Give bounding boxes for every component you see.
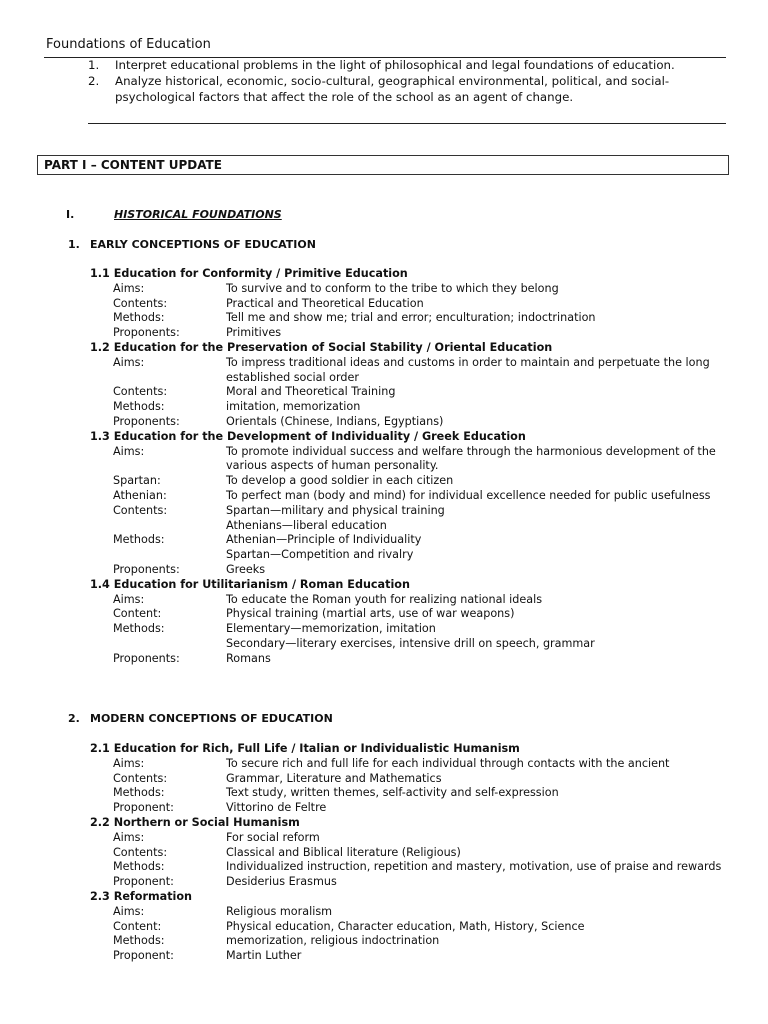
field-value: For social reform bbox=[226, 830, 320, 844]
field-value: To impress traditional ideas and customs in order to maintain and perpetuate the long established social order bbox=[226, 355, 710, 384]
objective-number: 2. bbox=[88, 74, 100, 88]
field-value: Religious moralism bbox=[226, 904, 333, 918]
field-row bbox=[90, 311, 730, 326]
field-label: Aims: bbox=[113, 830, 145, 844]
field-value: memorization, religious indoctrination bbox=[226, 934, 440, 948]
field-label: Aims: bbox=[113, 355, 145, 369]
field-row bbox=[90, 489, 730, 504]
field-label: Aims: bbox=[113, 904, 145, 918]
field-row bbox=[90, 846, 730, 861]
field-label: Methods: bbox=[113, 786, 165, 800]
field-label bbox=[90, 548, 226, 563]
field-value: To develop a good soldier in each citizen bbox=[226, 474, 454, 488]
field-row bbox=[90, 607, 730, 622]
heading-early-conceptions bbox=[68, 238, 316, 253]
subsection-title: 2.1 Education for Rich, Full Life / Italian or Individualistic Humanism bbox=[90, 742, 520, 755]
field-row bbox=[90, 757, 730, 772]
field-label: Contents: bbox=[113, 845, 168, 859]
field-value: Physical education, Character education, Math, History, Science bbox=[226, 919, 585, 933]
field-row bbox=[90, 801, 730, 816]
field-value: Vittorino de Feltre bbox=[226, 801, 327, 815]
field-value: Romans bbox=[226, 651, 271, 665]
field-value: To perfect man (body and mind) for individual excellence needed for public usefulness bbox=[226, 488, 711, 502]
field-label: Methods: bbox=[113, 860, 165, 874]
field-label: Aims: bbox=[113, 756, 145, 770]
field-label: Content: bbox=[113, 919, 162, 933]
field-row bbox=[90, 637, 730, 652]
field-row bbox=[90, 652, 730, 667]
field-value: To secure rich and full life for each individual through contacts with the ancient bbox=[226, 756, 670, 770]
field-row bbox=[90, 385, 730, 400]
field-row bbox=[90, 356, 730, 386]
part-heading: PART I – CONTENT UPDATE bbox=[44, 158, 222, 172]
subsection-title: 2.2 Northern or Social Humanism bbox=[90, 815, 300, 829]
field-row bbox=[90, 949, 730, 964]
field-value: Primitives bbox=[226, 326, 282, 340]
field-value: To survive and to conform to the tribe to which they belong bbox=[226, 281, 559, 295]
document-title: Foundations of Education bbox=[46, 37, 211, 52]
field-row bbox=[90, 548, 730, 563]
field-row bbox=[90, 905, 730, 920]
field-label: Proponents: bbox=[113, 562, 180, 576]
heading-number: 1. bbox=[68, 238, 80, 251]
field-value: imitation, memorization bbox=[226, 400, 361, 414]
field-value: Spartan—military and physical training bbox=[226, 503, 445, 517]
field-label: Contents: bbox=[113, 771, 168, 785]
field-value: Physical training (martial arts, use of war weapons) bbox=[226, 607, 515, 621]
field-value: Individualized instruction, repetition and mastery, motivation, use of praise and rewards bbox=[226, 860, 722, 874]
field-label: Proponents: bbox=[113, 326, 180, 340]
field-value: Elementary—memorization, imitation bbox=[226, 622, 436, 636]
objectives-list bbox=[88, 57, 708, 105]
field-label: Methods: bbox=[113, 934, 165, 948]
field-row bbox=[90, 593, 730, 608]
field-row bbox=[90, 563, 730, 578]
field-label: Proponents: bbox=[113, 414, 180, 428]
field-value: Secondary—literary exercises, intensive drill on speech, grammar bbox=[226, 636, 595, 650]
field-label: Methods: bbox=[113, 622, 165, 636]
field-value: Text study, written themes, self-activity and self-expression bbox=[226, 786, 559, 800]
field-value: Grammar, Literature and Mathematics bbox=[226, 771, 442, 785]
field-row bbox=[90, 831, 730, 846]
section-heading bbox=[66, 208, 282, 223]
subsection-title: 1.1 Education for Conformity / Primitive Education bbox=[90, 267, 408, 280]
field-value: Spartan—Competition and rivalry bbox=[226, 548, 414, 562]
field-value: Classical and Biblical literature (Religious) bbox=[226, 845, 461, 859]
heading-modern-conceptions bbox=[68, 712, 333, 727]
objective-text: Analyze historical, economic, socio-cultural, geographical environmental, political, and social-psychological factors that affect the role of the school as an agent of change. bbox=[115, 74, 670, 104]
field-label: Contents: bbox=[113, 503, 168, 517]
field-row bbox=[90, 326, 730, 341]
field-value: Athenian—Principle of Individuality bbox=[226, 533, 422, 547]
field-value: Greeks bbox=[226, 562, 266, 576]
field-row bbox=[90, 920, 730, 935]
section-title: HISTORICAL FOUNDATIONS bbox=[114, 208, 282, 221]
field-row bbox=[90, 474, 730, 489]
objective-item bbox=[88, 73, 708, 105]
field-value: Tell me and show me; trial and error; enculturation; indoctrination bbox=[226, 311, 596, 325]
objective-item bbox=[88, 57, 708, 73]
field-label: Proponent: bbox=[113, 875, 174, 889]
objectives-rule bbox=[88, 123, 726, 124]
field-label: Contents: bbox=[113, 385, 168, 399]
field-label: Contents: bbox=[113, 296, 168, 310]
field-row bbox=[90, 875, 730, 890]
field-label: Aims: bbox=[113, 592, 145, 606]
modern-conceptions-block bbox=[90, 742, 730, 964]
field-label: Aims: bbox=[113, 281, 145, 295]
field-row bbox=[90, 772, 730, 787]
field-label bbox=[90, 637, 226, 652]
field-row bbox=[90, 282, 730, 297]
field-label: Methods: bbox=[113, 400, 165, 414]
early-conceptions-block bbox=[90, 267, 730, 667]
field-label: Athenian: bbox=[113, 488, 167, 502]
section-numeral: I. bbox=[66, 208, 75, 221]
field-row bbox=[90, 860, 730, 875]
subsection-title: 1.3 Education for the Development of Individuality / Greek Education bbox=[90, 429, 526, 443]
heading-text: MODERN CONCEPTIONS OF EDUCATION bbox=[90, 712, 333, 725]
field-row bbox=[90, 786, 730, 801]
field-value: To educate the Roman youth for realizing national ideals bbox=[226, 592, 543, 606]
heading-number: 2. bbox=[68, 712, 80, 725]
field-row bbox=[90, 934, 730, 949]
field-value: Athenians—liberal education bbox=[226, 518, 387, 532]
field-row bbox=[90, 622, 730, 637]
subsection-title: 1.2 Education for the Preservation of Social Stability / Oriental Education bbox=[90, 340, 553, 354]
field-row bbox=[90, 445, 730, 475]
field-label: Methods: bbox=[113, 533, 165, 547]
field-label: Spartan: bbox=[113, 474, 161, 488]
objective-text: Interpret educational problems in the light of philosophical and legal foundations of education. bbox=[115, 58, 675, 72]
field-value: Practical and Theoretical Education bbox=[226, 296, 424, 310]
field-row bbox=[90, 519, 730, 534]
field-row bbox=[90, 400, 730, 415]
field-row bbox=[90, 533, 730, 548]
field-row bbox=[90, 297, 730, 312]
field-row bbox=[90, 504, 730, 519]
subsection-title: 2.3 Reformation bbox=[90, 889, 193, 903]
field-value: Orientals (Chinese, Indians, Egyptians) bbox=[226, 414, 444, 428]
objective-number: 1. bbox=[88, 58, 100, 72]
field-label: Content: bbox=[113, 607, 162, 621]
field-label: Aims: bbox=[113, 444, 145, 458]
field-label bbox=[90, 519, 226, 534]
field-value: Martin Luther bbox=[226, 949, 302, 963]
field-label: Methods: bbox=[113, 311, 165, 325]
field-value: Desiderius Erasmus bbox=[226, 875, 337, 889]
field-label: Proponent: bbox=[113, 949, 174, 963]
field-row bbox=[90, 415, 730, 430]
heading-text: EARLY CONCEPTIONS OF EDUCATION bbox=[90, 238, 316, 251]
field-value: To promote individual success and welfare through the harmonious development of the various aspects of human personality. bbox=[226, 444, 716, 473]
field-label: Proponent: bbox=[113, 801, 174, 815]
subsection-title: 1.4 Education for Utilitarianism / Roman Education bbox=[90, 577, 410, 591]
part-heading-box bbox=[37, 155, 729, 175]
field-label: Proponents: bbox=[113, 651, 180, 665]
field-value: Moral and Theoretical Training bbox=[226, 385, 396, 399]
